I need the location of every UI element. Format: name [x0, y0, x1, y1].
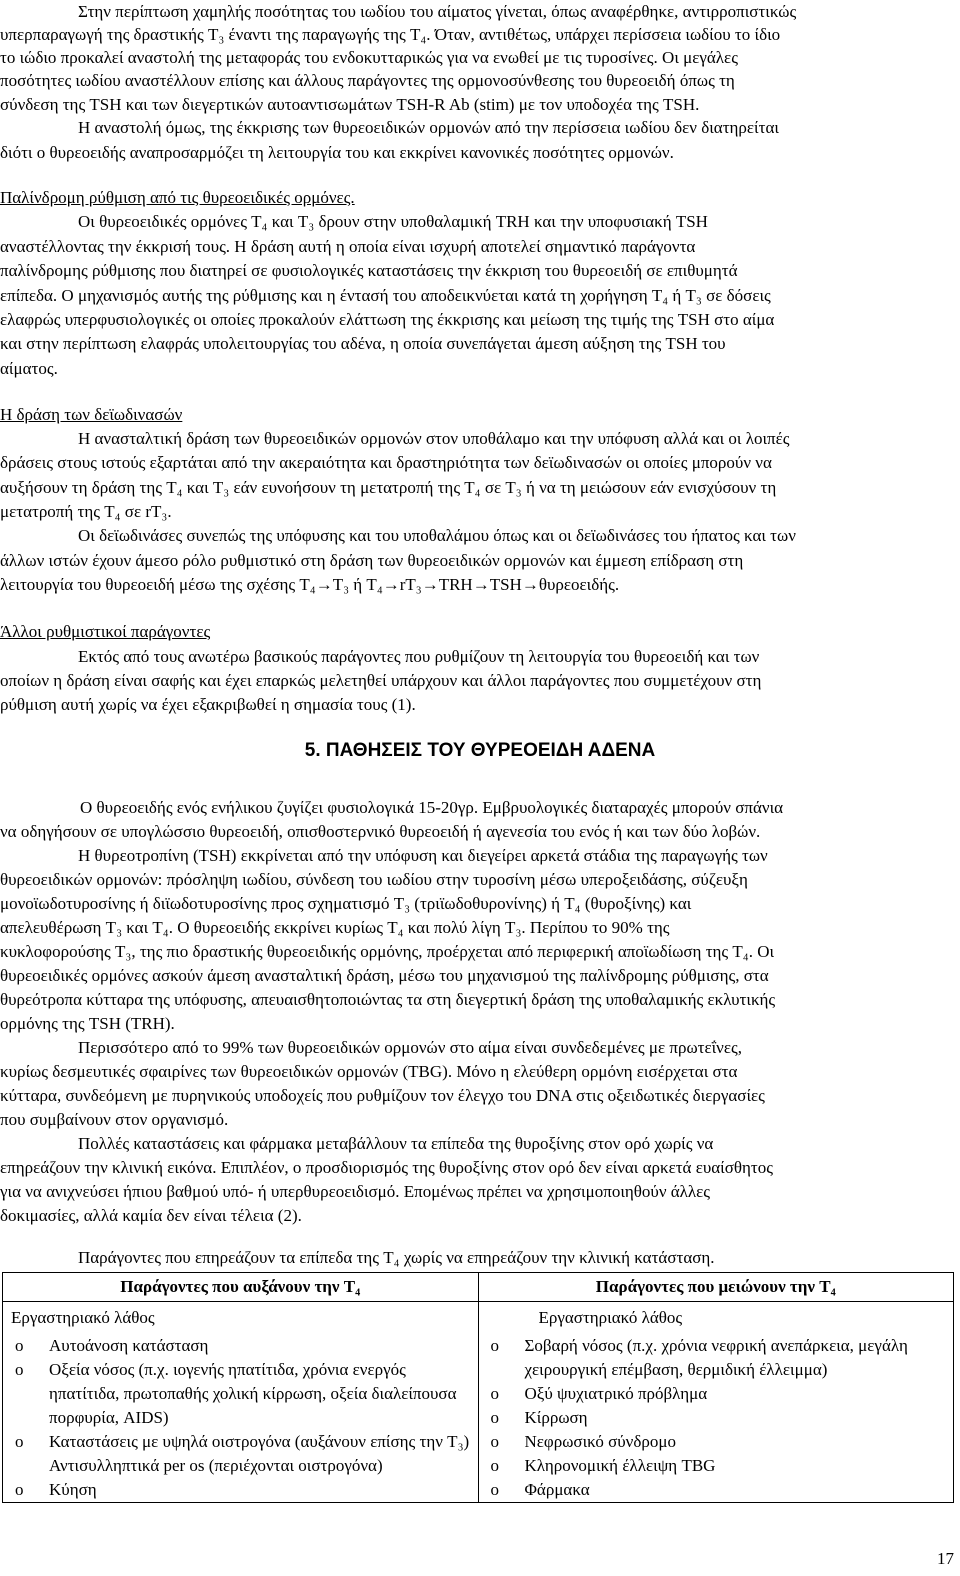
header-increase: Παράγοντες που αυξάνουν την T₄	[3, 1273, 479, 1302]
text-line: Ο θυρεοειδής ενός ενήλικου ζυγίζει φυσιολογικά 15-20γρ. Εμβρυολογικές διαταραχές μπορούν σπάνια	[80, 798, 784, 817]
list-item: o Οξύ ψυχιατρικό πρόβλημα	[487, 1382, 946, 1406]
text-line: παλίνδρομης ρύθμισης που διατηρεί σε φυσιολογικές καταστάσεις την έκκριση του θυρεοειδή σε επιθυμητά	[0, 261, 738, 280]
text-line: ελαφρώς υπερφυσιολογικές οι οποίες προκαλούν ελάττωση της έκκρισης και μείωση της τιμής της TSH στο αίμα	[0, 310, 775, 329]
text-line: επίπεδα. Ο μηχανισμός αυτής της ρύθμισης και η έντασή του αποδεικνύεται κατά τη χορήγηση T₄ ή T₃ σε δόσεις	[0, 286, 771, 305]
text-line: απελευθέρωση T₃ και T₄. Ο θυρεοειδής εκκρίνει κυρίως T₄ και πολύ λίγη T₃. Περίπου το 90% της	[0, 918, 670, 937]
text-line: θυρεοειδικές ορμόνες ασκούν άμεση ανασταλτική δράση, μέσω του μηχανισμού της παλίνδρομης ρύθμισης, στα	[0, 966, 769, 985]
list-item: o Φάρμακα	[487, 1478, 946, 1502]
text-line: άλλων ιστών έχουν άμεσο ρόλο ρυθμιστικό στη δράση των θυρεοειδικών ορμονών και έμμεση επίδραση στη	[0, 551, 744, 570]
decrease-lab-error: Εργαστηριακό λάθος	[538, 1308, 683, 1327]
list-item: o Κληρονομική έλλειψη TBG	[487, 1454, 946, 1478]
text-line: που συμβαίνουν στον οργανισμό.	[0, 1110, 229, 1129]
text-line: Πολλές καταστάσεις και φάρμακα μεταβάλλουν τα επίπεδα της θυροξίνης στον ορό χωρίς να	[78, 1134, 714, 1153]
table-caption: Παράγοντες που επηρεάζουν τα επίπεδα της T₄ χωρίς να επηρεάζουν την κλινική κατάσταση.	[78, 1248, 715, 1267]
text-line: μονοϊωδοτυροσίνης ή διϊωδοτυροσίνης προς σχηματισμό T₃ (τριϊωδοθυρονίνης) ή T₄ (θυροξίνης) και	[0, 894, 692, 913]
chapter-title: 5. ΠΑΘΗΣΕΙΣ ΤΟΥ ΘΥΡΕΟΕΙΔΗ ΑΔΕΝΑ	[304, 740, 656, 761]
text-line: διότι ο θυρεοειδής αναπροσαρμόζει τη λειτουργία του και εκκρίνει κανονικές ποσότητες ορμονών.	[0, 143, 674, 162]
text-line: Η ανασταλτική δράση των θυρεοειδικών ορμονών στον υποθάλαμο και την υπόφυση αλλά και οι λοιπές	[78, 429, 790, 448]
list-item: o Αυτοάνοση κατάσταση	[11, 1334, 470, 1358]
text-line: αναστέλλοντας την έκκρισή τους. Η δράση αυτή η οποία είναι ισχυρή αποτελεί σημαντικό παράγοντα	[0, 237, 696, 256]
table-body-row	[3, 1302, 954, 1503]
text-line: για να ανιχνεύσει ήπιου βαθμού υπό- ή υπερθυρεοειδισμό. Επομένως πρέπει να χρησιμοποιηθούν άλλες	[0, 1182, 711, 1201]
text-line: να οδηγήσουν σε υπογλώσσιο θυρεοειδή, οπισθοστερνικό θυρεοειδή ή αγενεσία του ενός ή και των δύο λοβών.	[0, 822, 761, 841]
text-line: το ιώδιο προκαλεί αναστολή της μεταφοράς του ενδοκυτταρικώς για να ενωθεί με τις τυροσίνες. Οι μεγάλες	[0, 48, 738, 67]
text-line: λειτουργία του θυρεοειδή μέσω της σχέσης T₄→T₃ ή T₄→rT₃→TRH→TSH→θυρεοειδής.	[0, 575, 620, 594]
section-heading-other-factors: Άλλοι ρυθμιστικοί παράγοντες	[0, 622, 211, 641]
text-line: επηρεάζουν την κλινική εικόνα. Επιπλέον, ο προσδιορισμός της θυροξίνης στον ορό δεν είναι αρκετά ευαίσθητος	[0, 1158, 773, 1177]
increase-lab-error: Εργαστηριακό λάθος	[11, 1308, 155, 1327]
text-line: σύνδεση της TSH και των διεγερτικών αυτοαντισωμάτων TSH-R Ab (stim) με τον υποδοχέα της TSH.	[0, 95, 700, 114]
text-line: ορμόνης της TSH (TRH).	[0, 1014, 175, 1033]
text-line: δοκιμασίες, αλλά καμία δεν είναι τέλεια (2).	[0, 1206, 302, 1225]
list-item: o Οξεία νόσος (π.χ. ιογενής ηπατίτιδα, χρόνια ενεργός ηπατίτιδα, πρωτοπαθής χολική κίρρωση, οξεία διαλείπουσα πορφυρία, AIDS)	[11, 1358, 470, 1430]
text-line: κύτταρα, συνδεόμενη με πυρηνικούς υποδοχείς που ρυθμίζουν τον έλεγχο του DNA στις οξειδωτικές διεργασίες	[0, 1086, 765, 1105]
text-line: Η θυρεοτροπίνη (TSH) εκκρίνεται από την υπόφυση και διεγείρει αρκετά στάδια της παραγωγής των	[78, 846, 768, 865]
text-line: μετατροπή της T₄ σε rT₃.	[0, 502, 172, 521]
text-line: κυκλοφορούσης T₃, της πιο δραστικής θυρεοειδικής ορμόνης, προέρχεται από περιφερική αποϊωδίωση της T₄. Οι	[0, 942, 775, 961]
text-line: θυρεοειδικών ορμονών: πρόσληψη ιωδίου, σύνδεση του ιωδίου στην τυροσίνη μέσω υπεροξειδάσης, σύζευξη	[0, 870, 748, 889]
t4-factors-table	[2, 1272, 954, 1503]
list-item: o Κίρρωση	[487, 1406, 946, 1430]
list-item: o Σοβαρή νόσος (π.χ. χρόνια νεφρική ανεπάρκεια, μεγάλη χειρουργική επέμβαση, θερμιδική έλλειμμα)	[487, 1334, 946, 1382]
text-line: Εκτός από τους ανωτέρω βασικούς παράγοντες που ρυθμίζουν τη λειτουργία του θυρεοειδή και των	[78, 647, 760, 666]
text-line: θυρεότροπα κύτταρα της υπόφυσης, απευαισθητοποιώντας τα στη διεγερτική δράση της υποθαλαμικής εκλυτικής	[0, 990, 776, 1009]
section-heading-feedback: Παλίνδρομη ρύθμιση από τις θυρεοειδικές ορμόνες.	[0, 188, 355, 207]
text-line: και στην περίπτωση ελαφράς υπολειτουργίας του αδένα, η οποία συνεπάγεται άμεση αύξηση της TSH του	[0, 334, 726, 353]
text-line: Στην περίπτωση χαμηλής ποσότητας του ιωδίου του αίματος γίνεται, όπως αναφέρθηκε, αντιρροπιστικώς	[78, 2, 797, 21]
text-line: υπερπαραγωγή της δραστικής T₃ έναντι της παραγωγής της T₄. Όταν, αντιθέτως, υπάρχει περίσσεια ιωδίου το ίδιο	[0, 25, 781, 44]
text-line: αυξήσουν τη δράση της T₄ και T₃ εάν ευνοήσουν τη μετατροπή της T₄ σε T₃ ή να τη μειώσουν εάν ενισχύσουν τη	[0, 478, 777, 497]
text-line: ρύθμιση αυτή χωρίς να έχει εξακριβωθεί η σημασία τους (1).	[0, 695, 416, 714]
decrease-cell	[478, 1302, 954, 1503]
text-line: κυρίως δεσμευτικές σφαιρίνες των θυρεοειδικών ορμονών (TBG). Μόνο η ελεύθερη ορμόνη εισέρχεται στα	[0, 1062, 738, 1081]
text-line: οποίων η δράση είναι σαφής και έχει επαρκώς μελετηθεί υπάρχουν και άλλοι παράγοντες που συμμετέχουν στη	[0, 671, 762, 690]
text-line: ποσότητες ιωδίου αναστέλλουν επίσης και άλλους παράγοντες της ορμονοσύνθεσης του θυρεοειδή όπως τη	[0, 71, 735, 90]
section-heading-deiodinases: Η δράση των δεϊωδινασών	[0, 405, 183, 424]
list-item: o Καταστάσεις με υψηλά οιστρογόνα (αυξάνουν επίσης την T₃) Αντισυλληπτικά per os (περιέχονται οιστρογόνα)	[11, 1430, 470, 1478]
text-line: Οι δεϊωδινάσες συνεπώς της υπόφυσης και του υποθαλάμου όπως και οι δεϊωδινάσες του ήπατος και των	[78, 526, 796, 545]
text-line: Περισσότερο από το 99% των θυρεοειδικών ορμονών στο αίμα είναι συνδεδεμένες με πρωτεΐνες,	[78, 1038, 742, 1057]
text-line: αίματος.	[0, 359, 58, 378]
increase-cell	[3, 1302, 479, 1503]
text-line: Η αναστολή όμως, της έκκρισης των θυρεοειδικών ορμονών από την περίσσεια ιωδίου δεν διατηρείται	[78, 118, 779, 137]
text-line: δράσεις στους ιστούς εξαρτάται από την ακεραιότητα και δραστηριότητα των δεϊωδινασών οι οποίες μπορούν να	[0, 453, 772, 472]
text-line: Οι θυρεοειδικές ορμόνες T₄ και T₃ δρουν στην υποθαλαμική TRH και την υποφυσιακή TSH	[78, 212, 708, 231]
list-item: o Νεφρωσικό σύνδρομο	[487, 1430, 946, 1454]
page-number: 17	[937, 1549, 954, 1568]
table-header-row	[3, 1273, 954, 1302]
list-item: o Κύηση	[11, 1478, 470, 1502]
header-decrease: Παράγοντες που μειώνουν την T₄	[478, 1273, 954, 1302]
